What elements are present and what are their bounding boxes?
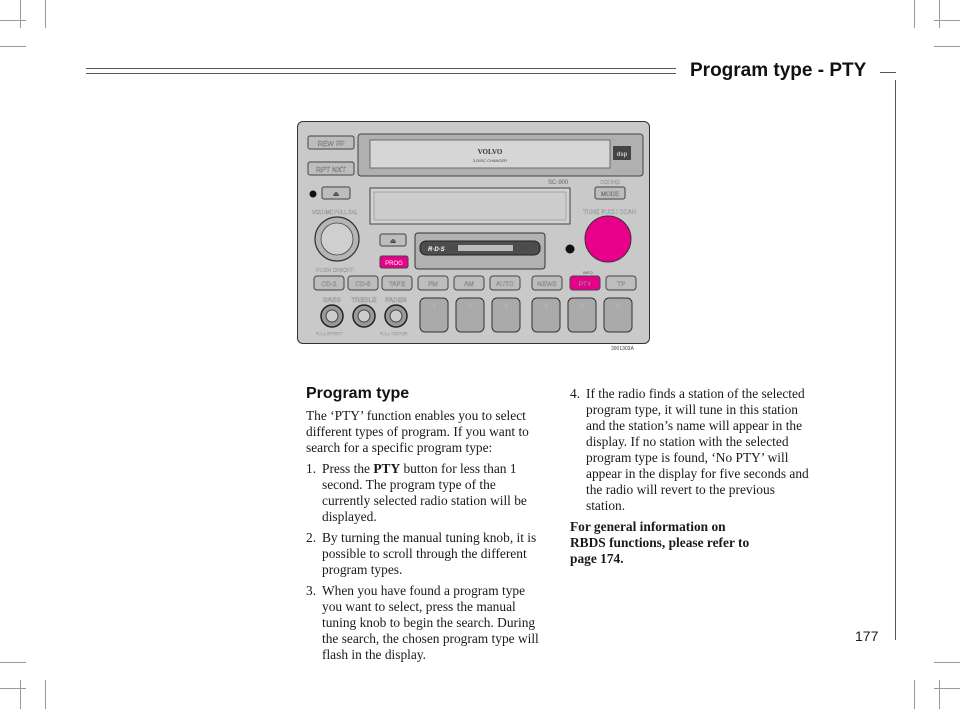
crop-mark (934, 46, 960, 47)
auto-label: AUTO (496, 281, 514, 288)
page-number: 177 (855, 628, 879, 644)
crop-mark (0, 20, 26, 21)
list-item: 3. When you have found a program type you want to select, press the manual tuning knob to begin the search. During the search, the chosen program type will flash in the display. (306, 583, 539, 662)
header-rule (86, 68, 676, 69)
brand-label: VOLVO (477, 148, 503, 156)
list-item: 2. By turning the manual tuning knob, it is possible to scroll through the different program types. (306, 530, 537, 577)
side-rule (895, 80, 896, 640)
crop-mark (934, 688, 960, 689)
fm-label: FM (428, 281, 438, 288)
radio-figure (297, 121, 650, 344)
crop-mark (939, 680, 940, 709)
am-label: AM (464, 281, 474, 288)
fader-label: FADER (385, 297, 407, 304)
treble-label: TREBLE (351, 297, 377, 304)
pull-effect-label: PULL EFFECT (316, 331, 343, 336)
section-heading: Program type (306, 385, 410, 402)
crop-mark (20, 0, 21, 28)
svg-text:dsp: dsp (616, 152, 628, 158)
rds-label: R·D·S (428, 247, 445, 253)
tune-label: TUNE PUSH SCAN (583, 210, 637, 216)
list-item: 4. If the radio finds a station of the selected program type, it will tune in this station and the station’s name will appear in the display. If no station with the selected program type is found, ‘No PTY’ will appear in the display for five seconds and the radio will revert to the previous station. (570, 386, 809, 513)
mode-label: MODE (601, 192, 619, 198)
pull-center-label: PULL CENTER (380, 331, 408, 336)
header-rule-right (880, 72, 896, 73)
tape-label: TAPE (388, 281, 406, 288)
preset-2: 2 (468, 304, 472, 310)
info-label: INFO (583, 270, 593, 275)
crop-mark (0, 688, 26, 689)
page-title: Program type - PTY (690, 60, 867, 81)
crop-mark (939, 0, 940, 28)
crop-mark (914, 0, 915, 28)
crop-mark (45, 0, 46, 28)
svg-text:⏏: ⏏ (332, 191, 340, 198)
rpt-nxt-label: RPT NXT (316, 167, 346, 174)
cd1-label: CD-1 (321, 281, 337, 288)
prog-label: PROG (385, 261, 403, 267)
cd5-label: CD-5 (355, 281, 371, 288)
reference-note: For general information on RBDS functions, please refer to page 174. (570, 519, 750, 566)
crop-mark (0, 662, 26, 663)
sound-label: SOUND (600, 180, 620, 186)
figure-id: 3901303A (611, 346, 634, 352)
crop-mark (20, 680, 21, 709)
crop-mark (934, 662, 960, 663)
crop-mark (934, 20, 960, 21)
rew-ff-label: REW FF (317, 141, 345, 148)
preset-4: 4 (544, 304, 548, 310)
pty-label: PTY (578, 281, 592, 288)
tp-label: TP (616, 281, 626, 288)
preset-6: 6 (616, 304, 620, 310)
news-label: NEWS (537, 281, 557, 288)
svg-text:⏏: ⏏ (389, 238, 397, 245)
push-on-off-label: PUSH ON/OFF (316, 268, 354, 274)
list-item: 1. Press the PTY button for less than 1 second. The program type of the currently selected radio station will be displayed. (306, 461, 527, 524)
model-label: SC-900 (548, 180, 569, 186)
volume-label: VOLUME PULL BAL (312, 210, 358, 216)
crop-mark (0, 46, 26, 47)
crop-mark (914, 680, 915, 709)
bass-label: BASS (323, 297, 341, 304)
preset-5: 5 (580, 304, 584, 310)
right-column (570, 386, 810, 572)
preset-1: 1 (432, 304, 436, 310)
preset-3: 3 (504, 304, 508, 310)
crop-mark (45, 680, 46, 709)
intro-paragraph: The ‘PTY’ function enables you to select different types of program. If you want to search for a specific program type: (306, 408, 529, 455)
header-rule (86, 73, 676, 74)
changer-label: 3-DISC CHANGER (472, 158, 508, 163)
